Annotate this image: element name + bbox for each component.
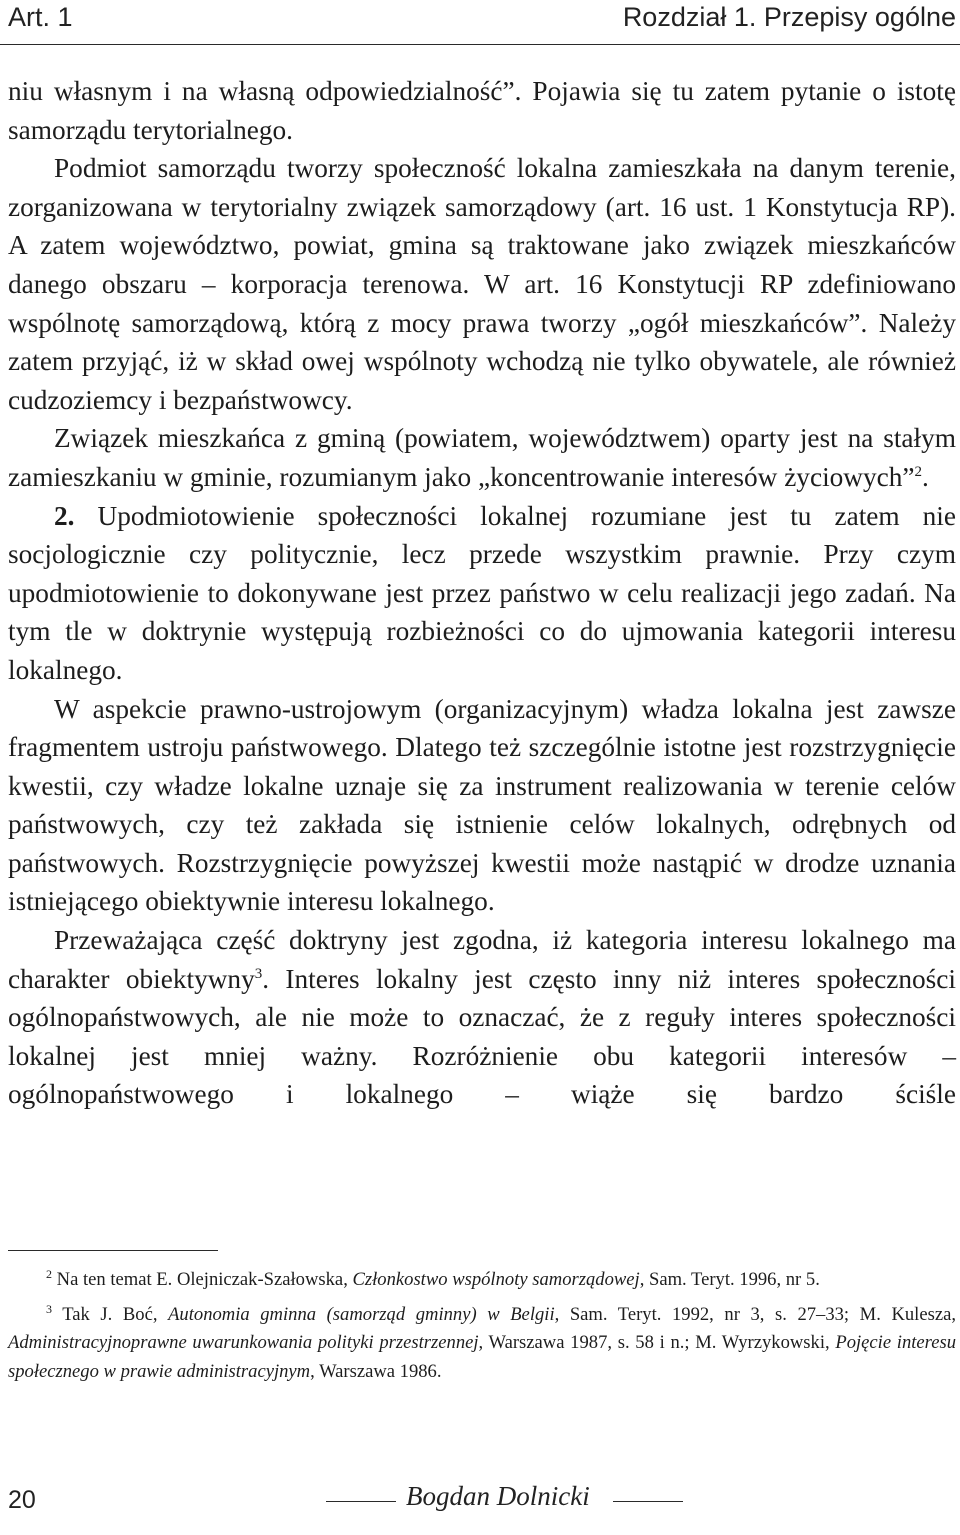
footnote-ref-3: 3 <box>254 965 263 982</box>
footnotes <box>8 1266 956 1392</box>
author-footer <box>326 1481 686 1521</box>
paragraph-1: niu własnym i na własną odpowiedzialność”. Pojawia się tu zatem pytanie o istotę samorządu terytorialnego. <box>8 76 956 145</box>
paragraph-3 <box>8 419 956 496</box>
running-header <box>0 0 960 45</box>
author-name: Bogdan Dolnicki <box>406 1481 590 1511</box>
footnote-2 <box>8 1266 956 1295</box>
header-article: Art. 1 <box>8 2 73 32</box>
paragraph-3-text: Związek mieszkańca z gminą (powiatem, województwem) oparty jest na stałym zamieszkaniu w gminie, rozumianym jako „koncentrowanie interesów życiowych” <box>8 423 956 492</box>
paragraph-5: W aspekcie prawno-ustrojowym (organizacyjnym) władza lokalna jest zawsze fragmentem ustroju państwowego. Dlatego też szczególnie istotne jest rozstrzygnięcie kwestii, czy władze lokalne uznaje się za instrument realizowania w terenie celów państwowych, czy też zakłada się istnienie celów lokalnych, odrębnych od państwowych. Rozstrzygnięcie powyższej kwestii może nastąpić w drodze uznania istniejącego obiektywnie interesu lokalnego. <box>8 693 956 917</box>
main-text <box>8 72 956 1114</box>
footnote-3 <box>8 1301 956 1387</box>
paragraph-6-text-a: Przeważająca część doktryny jest zgodna, iż kategoria interesu lokalnego ma charakter obiektywny <box>8 925 956 994</box>
footnote-2-text-b: , Sam. Teryt. 1996, nr 5. <box>639 1269 820 1290</box>
footnote-3-text-d: , Warszawa 1986. <box>310 1360 442 1382</box>
paragraph-6-text-b: . Interes lokalny jest często inny niż interes społeczności ogólnopaństwowych, ale nie może to oznaczać, że z reguły interes społeczności lokalnej jest mniej ważny. Rozróżnienie obu kategorii interesów – ogólnopaństwowego i lokalnego – wiąże się bardzo ściśle <box>8 963 956 1110</box>
footnote-3-title-3: Pojęcie interesu społecznego w prawie administracyjnym <box>8 1332 956 1382</box>
footnote-3-title-2: Administracyjnoprawne uwarunkowania polityki przestrzennej <box>8 1332 479 1354</box>
page-number: 20 <box>8 1486 36 1514</box>
author-rule-left <box>326 1501 396 1502</box>
paragraph-6 <box>8 921 956 1114</box>
footnote-3-text-c: , Warszawa 1987, s. 58 i n.; M. Wyrzykowski, <box>478 1332 836 1354</box>
paragraph-3-end: . <box>922 461 929 492</box>
footnote-2-title: Członkostwo wspólnoty samorządowej <box>352 1269 640 1290</box>
footnote-divider <box>8 1250 218 1251</box>
footnote-3-text-b: , Sam. Teryt. 1992, nr 3, s. 27–33; M. Kulesza, <box>554 1303 956 1325</box>
footnote-3-title-1: Autonomia gminna (samorząd gminny) w Belgii <box>168 1303 555 1325</box>
paragraph-4-text: Upodmiotowienie społeczności lokalnej rozumiane jest tu zatem nie socjologicznie czy politycznie, lecz przede wszystkim prawnie. Przy czym upodmiotowienie to dokonywane jest przez państwo w celu realizacji jego zadań. Na tym tle w doktrynie występują rozbieżności co do ujmowania kategorii interesu lokalnego. <box>8 500 956 685</box>
section-number: 2. <box>54 500 75 531</box>
footnote-3-number: 3 <box>46 1301 52 1316</box>
footnote-2-number: 2 <box>46 1266 52 1281</box>
footnote-2-text-a: Na ten temat E. Olejniczak-Szałowska, <box>52 1269 353 1290</box>
footnote-3-text-a: Tak J. Boć, <box>52 1303 169 1325</box>
footnote-ref-2: 2 <box>914 463 923 480</box>
author-rule-right <box>613 1501 683 1502</box>
paragraph-4 <box>8 497 956 690</box>
header-chapter: Rozdział 1. Przepisy ogólne <box>622 2 956 32</box>
paragraph-2: Podmiot samorządu tworzy społeczność lokalna zamieszkała na danym terenie, zorganizowana w terytorialny związek samorządowy (art. 16 ust. 1 Konstytucja RP). A zatem województwo, powiat, gmina są traktowane jako związek mieszkańców danego obszaru – korporacja terenowa. W art. 16 Konstytucji RP zdefiniowano wspólnotę samorządową, którą z mocy prawa tworzy „ogół mieszkańców”. Należy zatem przyjąć, iż w skład owej wspólnoty wchodzą nie tylko obywatele, ale również cudzoziemcy i bezpaństwowcy. <box>8 153 956 415</box>
